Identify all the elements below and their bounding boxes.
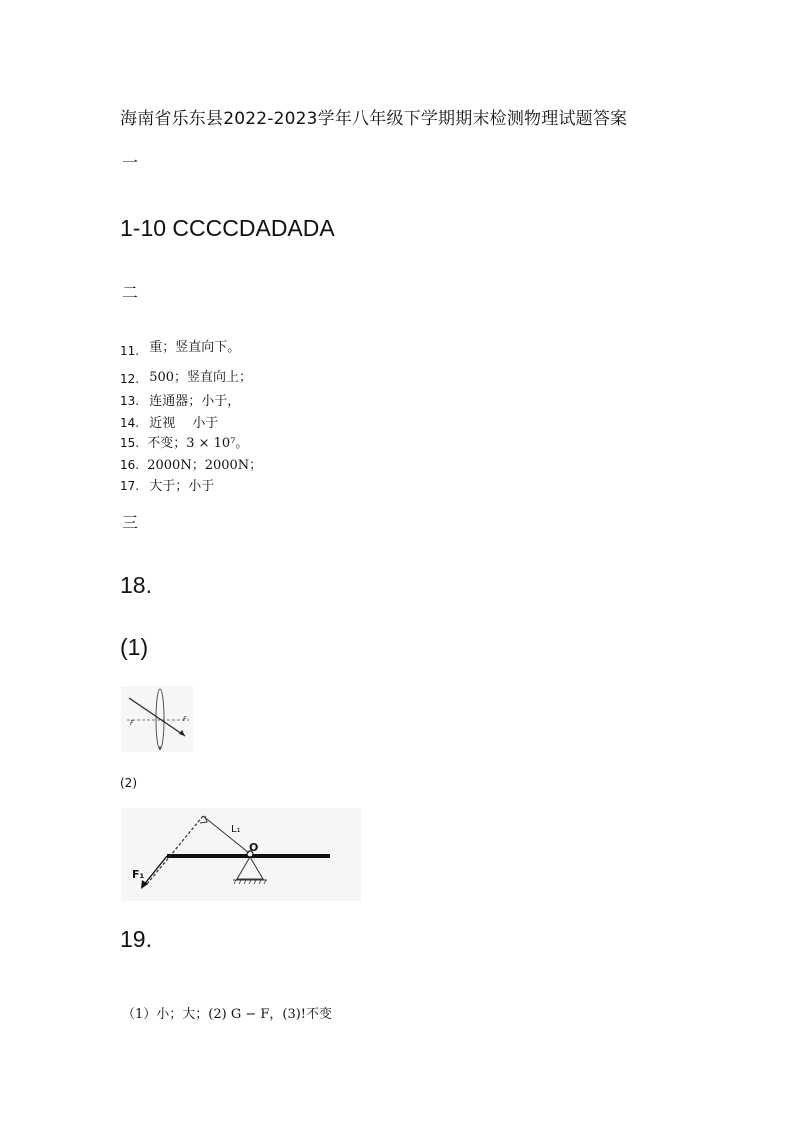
answer-number: 12. bbox=[120, 372, 140, 386]
answer-17 bbox=[120, 475, 214, 494]
answer-16 bbox=[120, 454, 262, 473]
answer-text: 重；竖直向下。 bbox=[149, 340, 241, 355]
page-title: 海南省乐东县2022-2023学年八年级下学期期末检测物理试题答案 bbox=[120, 109, 628, 129]
answer-text: 大于；小于 bbox=[149, 479, 215, 494]
answer-13 bbox=[120, 390, 240, 409]
section-one-mark: 一 bbox=[122, 153, 139, 172]
question-18-number: 18. bbox=[120, 572, 152, 598]
answer-12 bbox=[120, 368, 252, 387]
force-label: F₁ bbox=[132, 868, 145, 881]
answer-number: 15. bbox=[120, 436, 140, 450]
answer-text: 连通器；小于， bbox=[149, 394, 241, 409]
fulcrum-label: O bbox=[249, 841, 259, 854]
focal-point-right-label: F bbox=[183, 716, 187, 723]
answer-text: 近视 小于 bbox=[149, 416, 219, 431]
section-three-mark: 三 bbox=[122, 513, 139, 532]
answer-text: 2000N；2000N； bbox=[147, 458, 263, 473]
lever-diagram-svg bbox=[121, 808, 361, 901]
arm-label: L₁ bbox=[231, 824, 241, 835]
section-two-mark: 二 bbox=[122, 283, 139, 302]
answer-text: 500；竖直向上； bbox=[149, 370, 253, 385]
answer-number: 11. bbox=[120, 344, 140, 358]
answer-text: 不变；3 × 10⁷。 bbox=[147, 436, 249, 451]
answer-15 bbox=[120, 432, 248, 451]
question-19-answer: （1）小；大；(2) G − F，(3)!不变 bbox=[122, 1007, 333, 1022]
answer-11 bbox=[120, 340, 240, 359]
answer-number: 13. bbox=[120, 394, 140, 408]
focal-point-left-label: F bbox=[130, 720, 134, 727]
multiple-choice-answers: 1-10 CCCCDADADA bbox=[120, 215, 335, 241]
answer-number: 16. bbox=[120, 458, 140, 472]
answer-14 bbox=[120, 412, 218, 431]
lens-ray-diagram bbox=[121, 686, 193, 752]
lever-force-diagram bbox=[121, 808, 361, 901]
question-19-number: 19. bbox=[120, 926, 152, 952]
question-18-part-2: (2) bbox=[120, 776, 137, 790]
answer-number: 17. bbox=[120, 479, 140, 493]
question-18-part-1: (1) bbox=[120, 634, 149, 660]
answer-number: 14. bbox=[120, 416, 140, 430]
